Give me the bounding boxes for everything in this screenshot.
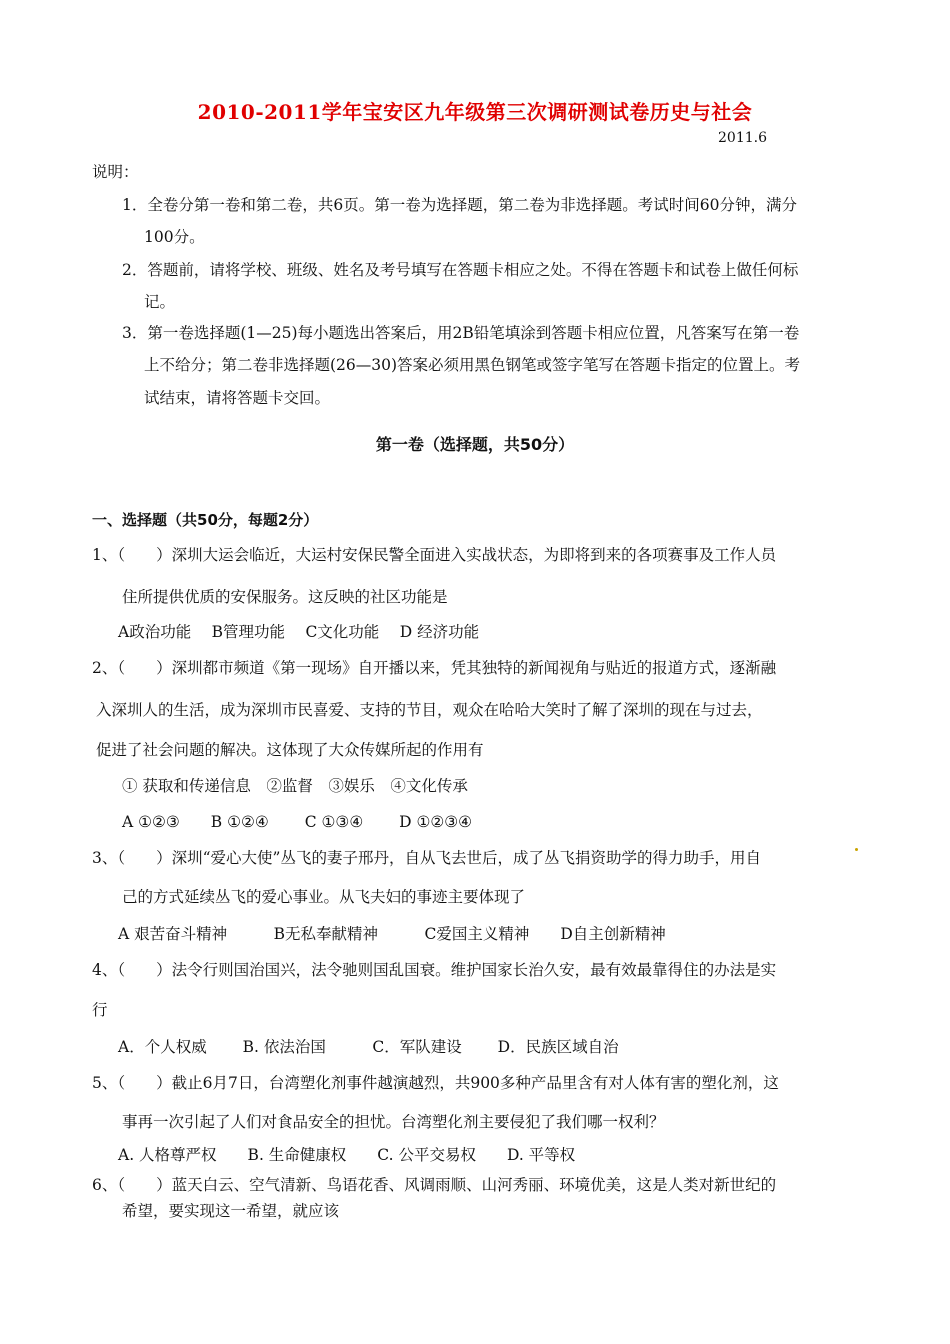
note-1-line-2: 100分。	[144, 228, 205, 246]
question-4-line-1: 4、（ ）法令行则国治国兴，法令驰则国乱国衰。维护国家长治久安，最有效最靠得住的办法是实	[92, 961, 777, 979]
section-heading: 一、选择题（共50分，每题2分）	[92, 511, 319, 529]
question-3-options: A 艰苦奋斗精神 B无私奉献精神 C爱国主义精神 D自主创新精神	[118, 925, 666, 943]
document-title: 2010-2011学年宝安区九年级第三次调研测试卷历史与社会	[197, 100, 753, 124]
part-one-title: 第一卷（选择题，共50分）	[375, 435, 575, 454]
question-6-line-2: 希望，要实现这一希望，就应该	[122, 1202, 340, 1220]
document-date: 2011.6	[718, 130, 767, 146]
note-3-line-1: 3．第一卷选择题(1—25)每小题选出答案后，用2B铅笔填涂到答题卡相应位置，凡答案写在第一卷	[122, 324, 800, 342]
notes-heading: 说明：	[92, 163, 139, 181]
question-5-line-1: 5、（ ）截止6月7日，台湾塑化剂事件越演越烈，共900多种产品里含有对人体有害的塑化剂，这	[92, 1074, 779, 1092]
note-1-line-1: 1．全卷分第一卷和第二卷，共6页。第一卷为选择题，第二卷为非选择题。考试时间60分钟，满分	[122, 196, 797, 214]
note-3-line-2: 上不给分；第二卷非选择题(26—30)答案必须用黑色钢笔或签字笔写在答题卡指定的位置上。考	[144, 356, 801, 374]
question-1-line-2: 住所提供优质的安保服务。这反映的社区功能是	[122, 588, 448, 606]
note-2-line-1: 2．答题前，请将学校、班级、姓名及考号填写在答题卡相应之处。不得在答题卡和试卷上做任何标	[122, 261, 799, 279]
question-2-line-1: 2、（ ）深圳都市频道《第一现场》自开播以来，凭其独特的新闻视角与贴近的报道方式，逐渐融	[92, 659, 777, 677]
note-3-line-3: 试结束，请将答题卡交回。	[144, 389, 331, 407]
question-2-items: ① 获取和传递信息 ②监督 ③娱乐 ④文化传承	[122, 777, 468, 795]
question-4-line-2: 行	[92, 1001, 108, 1019]
question-4-options: A．个人权威 B. 依法治国 C．军队建设 D．民族区域自治	[118, 1038, 619, 1056]
question-2-line-3: 促进了社会问题的解决。这体现了大众传媒所起的作用有	[96, 741, 484, 759]
question-5-line-2: 事再一次引起了人们对食品安全的担忧。台湾塑化剂主要侵犯了我们哪一权利？	[122, 1113, 665, 1131]
question-3-line-2: 己的方式延续丛飞的爱心事业。从飞夫妇的事迹主要体现了	[122, 888, 526, 906]
note-2-line-2: 记。	[144, 293, 176, 311]
question-1-line-1: 1、（ ）深圳大运会临近，大运村安保民警全面进入实战状态，为即将到来的各项赛事及工作人员	[92, 546, 777, 564]
question-6-line-1: 6、（ ）蓝天白云、空气清新、鸟语花香、风调雨顺、山河秀丽、环境优美，这是人类对新世纪的	[92, 1176, 777, 1194]
question-2-line-2: 入深圳人的生活，成为深圳市民喜爱、支持的节目，观众在哈哈大笑时了解了深圳的现在与过去，	[96, 701, 763, 719]
stray-mark	[855, 848, 858, 851]
question-5-options: A. 人格尊严权 B. 生命健康权 C. 公平交易权 D. 平等权	[118, 1146, 576, 1164]
question-3-line-1: 3、（ ）深圳“爱心大使”丛飞的妻子邢丹，自从飞去世后，成了丛飞捐资助学的得力助手，用自	[92, 849, 761, 867]
question-1-options: A政治功能 B管理功能 C文化功能 D 经济功能	[118, 623, 480, 641]
question-2-options: A ①②③ B ①②④ C ①③④ D ①②③④	[122, 813, 473, 831]
